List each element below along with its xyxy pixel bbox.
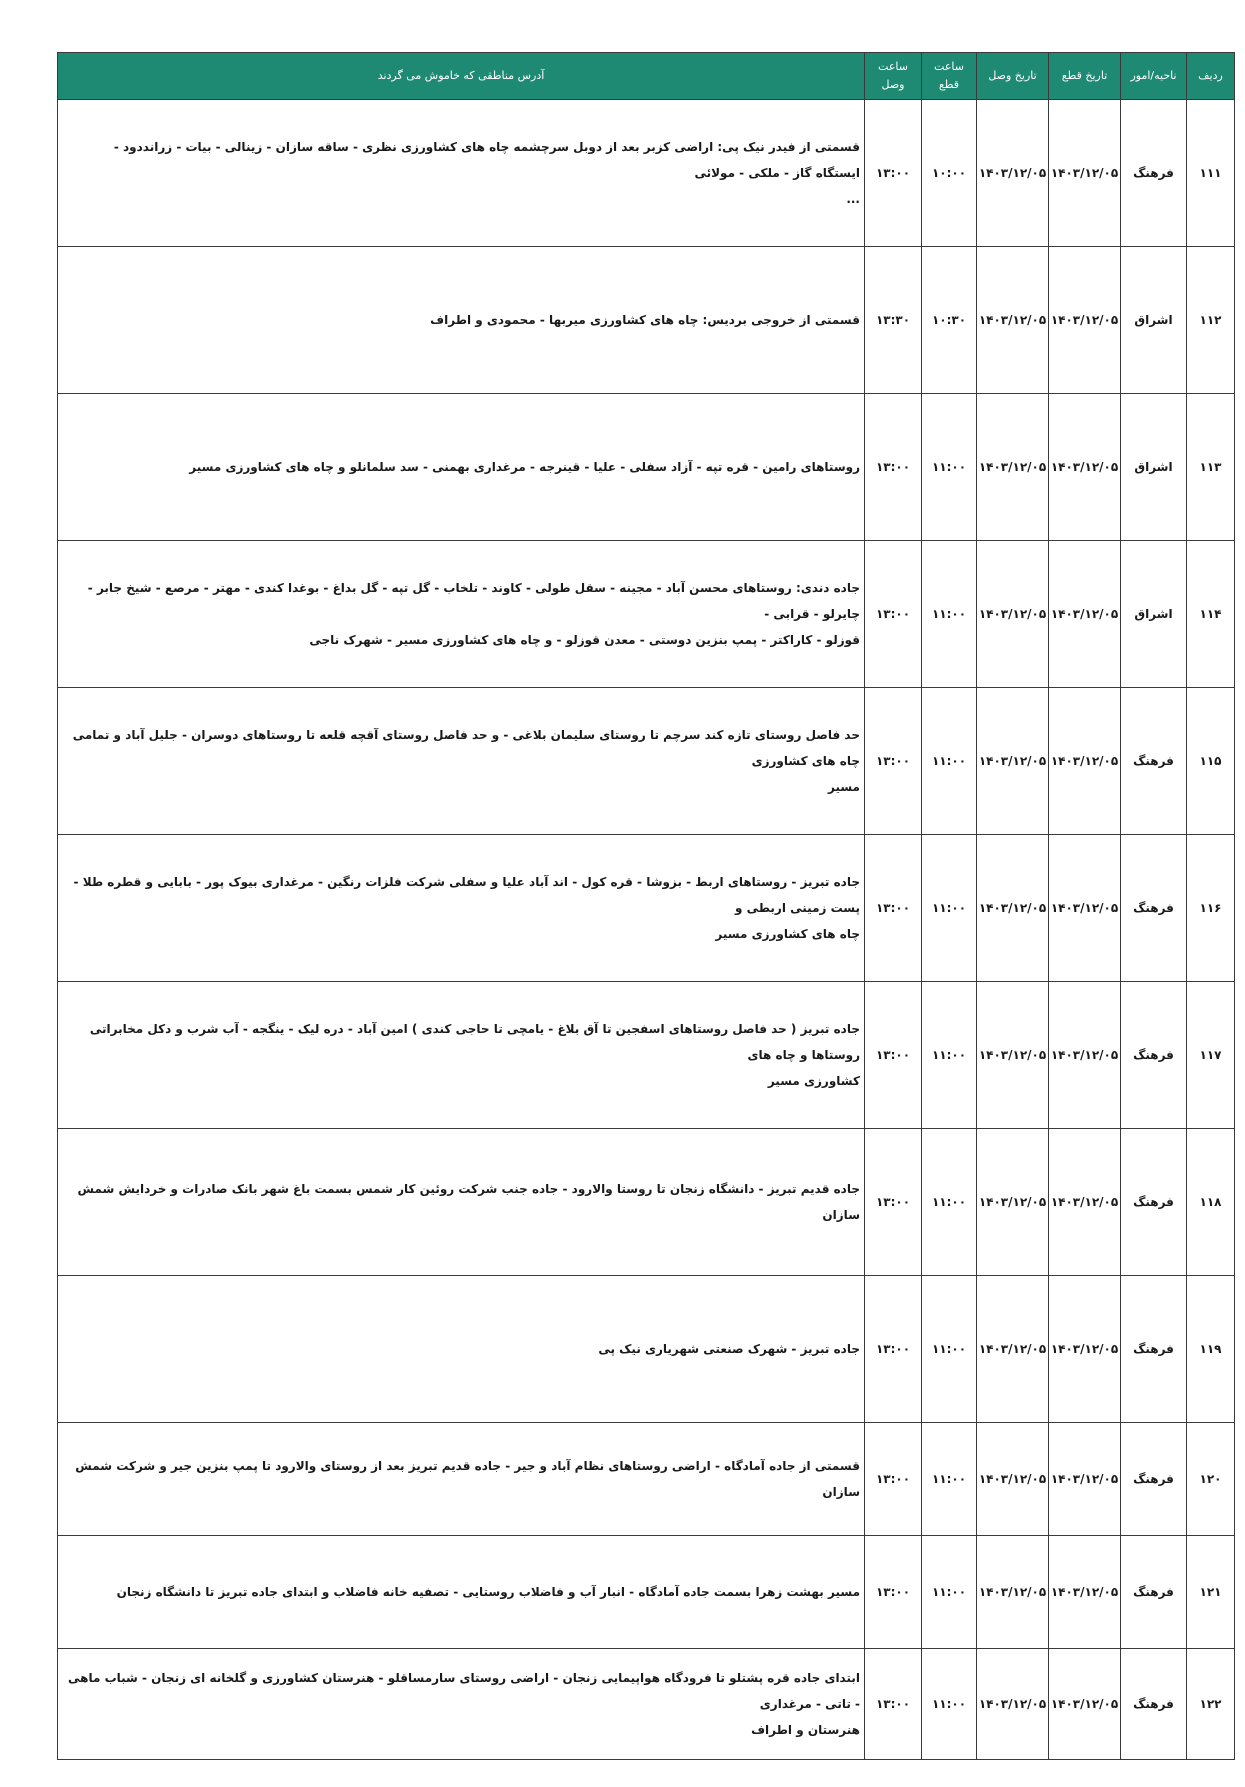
table-row [58, 1649, 1235, 1760]
address-cell [58, 1129, 865, 1276]
address-cell [58, 1536, 865, 1649]
cut-time-cell: ۱۱:۰۰ [922, 1276, 977, 1423]
connect-date-cell: ۱۴۰۳/۱۲/۰۵ [977, 1536, 1049, 1649]
cut-time-cell: ۱۱:۰۰ [922, 982, 977, 1129]
cut-date-cell: ۱۴۰۳/۱۲/۰۵ [1049, 541, 1121, 688]
table-row [58, 1536, 1235, 1649]
address-cell [58, 394, 865, 541]
address-cell [58, 835, 865, 982]
address-cell [58, 688, 865, 835]
address-text: مسیر بهشت زهرا بسمت جاده آمادگاه - انبار آب و فاضلاب روستایی - تصفیه خانه فاضلاب و ابتدای جاده تبریز تا دانشگاه زنجان [116, 1585, 860, 1599]
cut-time-cell: ۱۱:۰۰ [922, 1649, 977, 1760]
region-cell: فرهنگ [1121, 982, 1187, 1129]
table-row [58, 835, 1235, 982]
cut-date-cell: ۱۴۰۳/۱۲/۰۵ [1049, 394, 1121, 541]
address-cell [58, 1423, 865, 1536]
address-text: جاده تبریز ( حد فاصل روستاهای اسفجین تا آق بلاغ - یامچی تا حاجی کندی ) امین آباد - دره لیک - ینگجه - آب شرب و دکل مخابراتی روستاها و چاه های کشاورزی مسیر [89, 1022, 860, 1088]
table-row [58, 688, 1235, 835]
region-cell: فرهنگ [1121, 688, 1187, 835]
connect-time-cell: ۱۳:۰۰ [865, 541, 922, 688]
address-cell [58, 541, 865, 688]
row-number-cell: ۱۱۵ [1187, 688, 1235, 835]
address-cell [58, 1276, 865, 1423]
connect-date-cell: ۱۴۰۳/۱۲/۰۵ [977, 541, 1049, 688]
cut-date-cell: ۱۴۰۳/۱۲/۰۵ [1049, 835, 1121, 982]
address-text: ابتدای جاده قره پشتلو تا فرودگاه هواپیمایی زنجان - اراضی روستای سارمساقلو - هنرستان کشاورزی و گلخانه ای زنجان - شباب ماهی - تاتی - مرغداری هنرستان و اطراف [68, 1671, 860, 1737]
cut-time-cell: ۱۱:۰۰ [922, 394, 977, 541]
cut-time-cell: ۱۱:۰۰ [922, 1129, 977, 1276]
table-row [58, 394, 1235, 541]
cut-time-cell: ۱۰:۳۰ [922, 247, 977, 394]
row-number-cell: ۱۱۱ [1187, 100, 1235, 247]
address-text: روستاهای رامین - قره تپه - آزاد سفلی - علیا - قینرجه - مرغداری بهمنی - سد سلمانلو و چاه های کشاورزی مسیر [189, 460, 860, 474]
cut-date-cell: ۱۴۰۳/۱۲/۰۵ [1049, 1649, 1121, 1760]
outage-schedule-sheet [58, 52, 1235, 1760]
row-number-cell: ۱۲۱ [1187, 1536, 1235, 1649]
connect-time-cell: ۱۳:۰۰ [865, 1423, 922, 1536]
table-row [58, 247, 1235, 394]
connect-time-cell: ۱۳:۰۰ [865, 1536, 922, 1649]
table-body [58, 100, 1235, 1760]
address-text: جاده دندی: روستاهای محسن آباد - مجینه - سقل طولی - کاوند - تلخاب - گل تپه - گل بداغ - بوغدا کندی - مهتر - مرصع - شیخ جابر - چایرلو - قرابی - قوزلو - کاراکتر - پمپ بنزین دوستی - معدن قوزلو - و چاه های کشاورزی مسیر - شهرک ناجی [87, 581, 860, 647]
header-row-number: ردیف [1187, 53, 1235, 100]
table-row [58, 1423, 1235, 1536]
cut-time-cell: ۱۱:۰۰ [922, 835, 977, 982]
table-header [58, 53, 1235, 100]
row-number-cell: ۱۲۲ [1187, 1649, 1235, 1760]
table-row [58, 100, 1235, 247]
connect-date-cell: ۱۴۰۳/۱۲/۰۵ [977, 394, 1049, 541]
connect-time-cell: ۱۳:۰۰ [865, 835, 922, 982]
connect-time-cell: ۱۳:۰۰ [865, 982, 922, 1129]
connect-time-cell: ۱۳:۰۰ [865, 1276, 922, 1423]
connect-date-cell: ۱۴۰۳/۱۲/۰۵ [977, 688, 1049, 835]
row-number-cell: ۱۱۳ [1187, 394, 1235, 541]
table-row [58, 982, 1235, 1129]
region-cell: فرهنگ [1121, 1649, 1187, 1760]
header-connect-date: تاریخ وصل [977, 53, 1049, 100]
cut-time-cell: ۱۱:۰۰ [922, 1536, 977, 1649]
cut-date-cell: ۱۴۰۳/۱۲/۰۵ [1049, 100, 1121, 247]
connect-date-cell: ۱۴۰۳/۱۲/۰۵ [977, 1423, 1049, 1536]
address-text: قسمتی از فیدر نیک پی: اراضی کزبر بعد از دوبل سرچشمه چاه های کشاورزی نظری - ساقه سازان - زینالی - بیات - زرانددود - ایستگاه گاز - ملکی - مولائی ... [113, 140, 860, 206]
cut-date-cell: ۱۴۰۳/۱۲/۰۵ [1049, 1423, 1121, 1536]
cut-date-cell: ۱۴۰۳/۱۲/۰۵ [1049, 1536, 1121, 1649]
address-text: جاده تبریز - روستاهای اربط - بزوشا - قره کول - اند آباد علیا و سفلی شرکت فلزات رنگین - مرغداری بیوک پور - بابایی و قطره طلا - پست زمینی اربطی و چاه های کشاورزی مسیر [73, 875, 860, 941]
region-cell: اشراق [1121, 541, 1187, 688]
table-row [58, 541, 1235, 688]
region-cell: اشراق [1121, 394, 1187, 541]
cut-date-cell: ۱۴۰۳/۱۲/۰۵ [1049, 247, 1121, 394]
header-cut-time: ساعت قطع [922, 53, 977, 100]
cut-time-cell: ۱۱:۰۰ [922, 688, 977, 835]
header-connect-time: ساعت وصل [865, 53, 922, 100]
row-number-cell: ۱۱۴ [1187, 541, 1235, 688]
row-number-cell: ۱۱۷ [1187, 982, 1235, 1129]
connect-time-cell: ۱۳:۳۰ [865, 247, 922, 394]
address-cell [58, 247, 865, 394]
connect-date-cell: ۱۴۰۳/۱۲/۰۵ [977, 835, 1049, 982]
cut-time-cell: ۱۱:۰۰ [922, 1423, 977, 1536]
region-cell: فرهنگ [1121, 1129, 1187, 1276]
address-text: قسمتی از جاده آمادگاه - اراضی روستاهای نظام آباد و جیر - جاده قدیم تبریز بعد از روستای والارود تا پمپ بنزین جیر و شرکت شمش سازان [75, 1459, 860, 1499]
table-row [58, 1129, 1235, 1276]
region-cell: فرهنگ [1121, 835, 1187, 982]
row-number-cell: ۱۱۹ [1187, 1276, 1235, 1423]
address-text: جاده قدیم تبریز - دانشگاه زنجان تا روستا والارود - جاده جنب شرکت روئین کار شمس بسمت باغ شهر بانک صادرات و خردایش شمش سازان [77, 1182, 860, 1222]
row-number-cell: ۱۲۰ [1187, 1423, 1235, 1536]
connect-date-cell: ۱۴۰۳/۱۲/۰۵ [977, 982, 1049, 1129]
table-row [58, 1276, 1235, 1423]
row-number-cell: ۱۱۲ [1187, 247, 1235, 394]
header-region: ناحیه/امور [1121, 53, 1187, 100]
connect-time-cell: ۱۳:۰۰ [865, 394, 922, 541]
connect-date-cell: ۱۴۰۳/۱۲/۰۵ [977, 247, 1049, 394]
cut-date-cell: ۱۴۰۳/۱۲/۰۵ [1049, 1129, 1121, 1276]
region-cell: فرهنگ [1121, 100, 1187, 247]
region-cell: فرهنگ [1121, 1276, 1187, 1423]
outage-table [57, 52, 1235, 1760]
region-cell: فرهنگ [1121, 1423, 1187, 1536]
region-cell: اشراق [1121, 247, 1187, 394]
connect-time-cell: ۱۳:۰۰ [865, 1649, 922, 1760]
connect-time-cell: ۱۳:۰۰ [865, 688, 922, 835]
header-row [58, 53, 1235, 100]
row-number-cell: ۱۱۸ [1187, 1129, 1235, 1276]
address-text: حد فاصل روستای تازه کند سرچم تا روستای سلیمان بلاغی - و حد فاصل روستای آقچه قلعه تا روستاهای دوسران - جلیل آباد و تمامی چاه های کشاورزی مسیر [72, 728, 860, 794]
header-cut-date: تاریخ قطع [1049, 53, 1121, 100]
connect-date-cell: ۱۴۰۳/۱۲/۰۵ [977, 1276, 1049, 1423]
row-number-cell: ۱۱۶ [1187, 835, 1235, 982]
region-cell: فرهنگ [1121, 1536, 1187, 1649]
connect-date-cell: ۱۴۰۳/۱۲/۰۵ [977, 100, 1049, 247]
address-text: جاده تبریز - شهرک صنعتی شهریاری نیک پی [598, 1342, 860, 1356]
address-cell [58, 100, 865, 247]
cut-date-cell: ۱۴۰۳/۱۲/۰۵ [1049, 1276, 1121, 1423]
cut-time-cell: ۱۰:۰۰ [922, 100, 977, 247]
connect-date-cell: ۱۴۰۳/۱۲/۰۵ [977, 1129, 1049, 1276]
address-text: قسمتی از خروجی بردیس: چاه های کشاورزی میربها - محمودی و اطراف [430, 313, 860, 327]
cut-date-cell: ۱۴۰۳/۱۲/۰۵ [1049, 982, 1121, 1129]
address-cell [58, 982, 865, 1129]
header-address: آدرس مناطقی که خاموش می گردند [58, 53, 865, 100]
connect-time-cell: ۱۳:۰۰ [865, 1129, 922, 1276]
address-cell [58, 1649, 865, 1760]
connect-date-cell: ۱۴۰۳/۱۲/۰۵ [977, 1649, 1049, 1760]
cut-time-cell: ۱۱:۰۰ [922, 541, 977, 688]
connect-time-cell: ۱۳:۰۰ [865, 100, 922, 247]
cut-date-cell: ۱۴۰۳/۱۲/۰۵ [1049, 688, 1121, 835]
